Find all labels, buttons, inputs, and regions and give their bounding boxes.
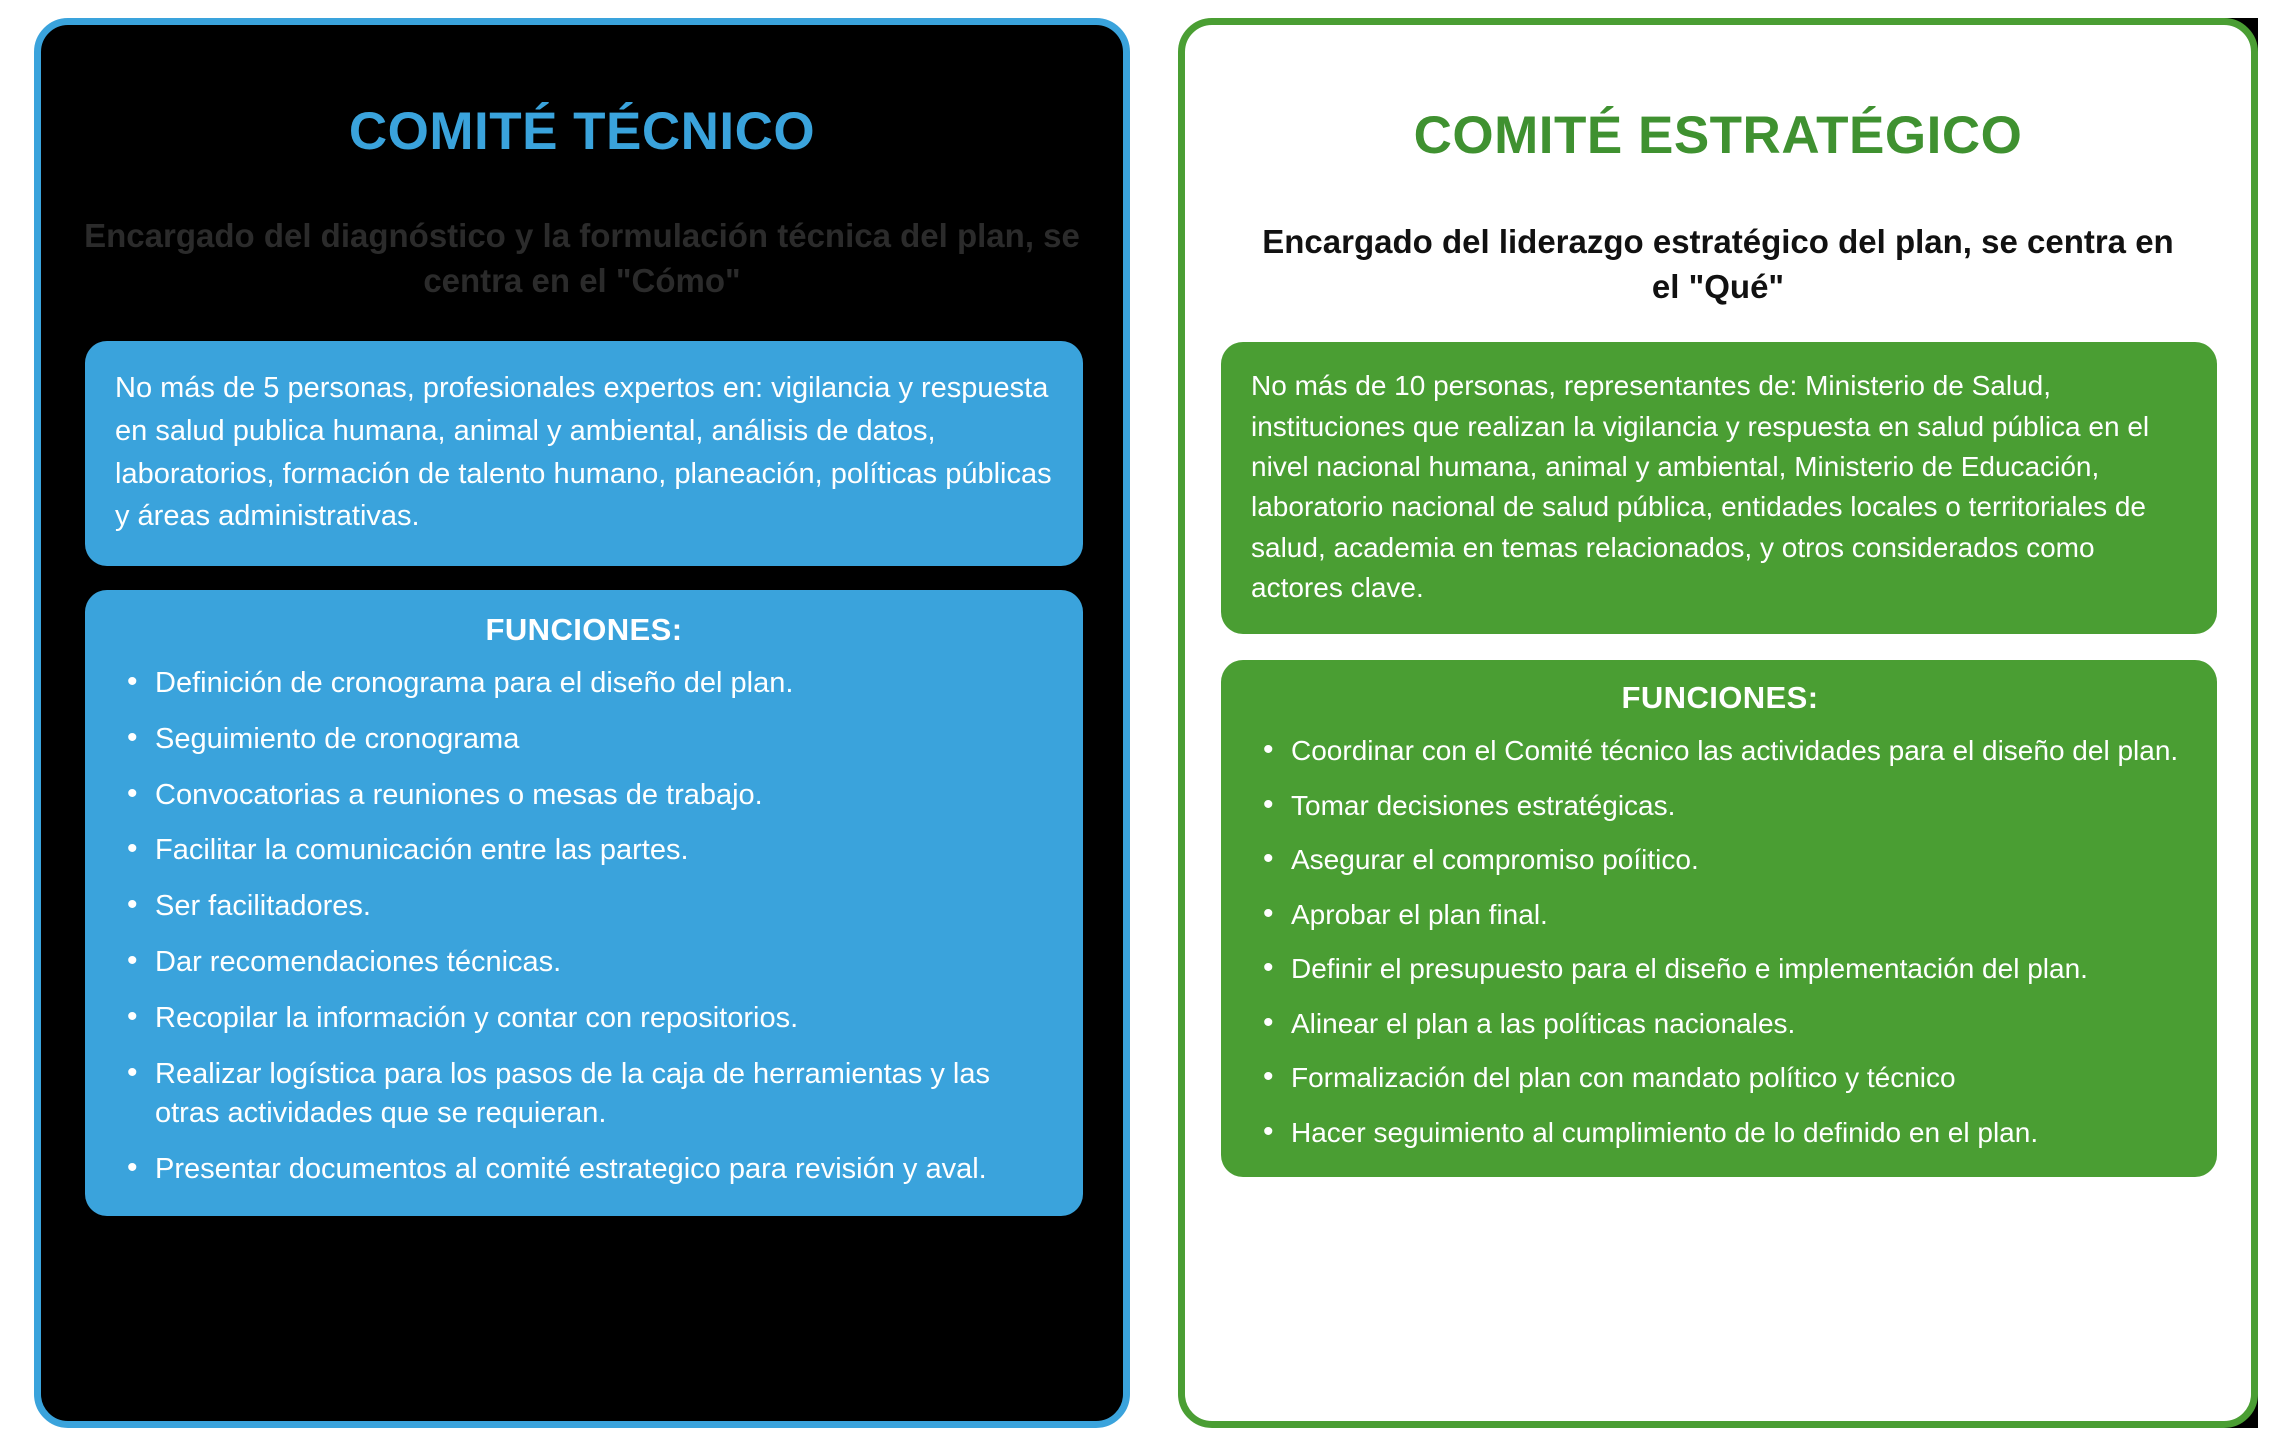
list-item: • Ser facilitadores. — [155, 887, 1057, 926]
panel-subtitle-tecnico: Encargado del diagnóstico y la formulación técnica del plan, se centra en el "Cómo" — [84, 217, 1080, 299]
list-item: • Facilitar la comunicación entre las partes. — [155, 831, 1057, 870]
list-item: • Formalización del plan con mandato político y técnico — [1291, 1059, 2193, 1097]
panel-content-left — [41, 61, 1123, 1429]
functions-heading-estrategico: FUNCIONES: — [1621, 680, 1819, 716]
list-item: • Coordinar con el Comité técnico las actividades para el diseño del plan. — [1291, 732, 2193, 770]
functions-list-estrategico — [1247, 732, 2193, 1151]
list-item: • Alinear el plan a las políticas nacionales. — [1291, 1005, 2193, 1043]
list-item: • Aprobar el plan final. — [1291, 896, 2193, 934]
functions-card-tecnico — [85, 590, 1083, 1217]
panel-comite-estrategico — [1178, 18, 2258, 1428]
list-item: • Asegurar el compromiso poíitico. — [1291, 841, 2193, 879]
list-item: • Definición de cronograma para el diseño del plan. — [155, 664, 1057, 703]
description-card-tecnico — [85, 341, 1083, 566]
list-item: • Hacer seguimiento al cumplimiento de lo definido en el plan. — [1291, 1114, 2193, 1152]
list-item: • Recopilar la información y contar con repositorios. — [155, 999, 1057, 1038]
list-item: • Realizar logística para los pasos de la caja de herramientas y las otras actividades que se requieran. — [155, 1055, 1057, 1133]
list-item: • Presentar documentos al comité estrategico para revisión y aval. — [155, 1150, 1057, 1189]
page-title-estrategico: COMITÉ ESTRATÉGICO — [1413, 105, 2023, 165]
panel-subtitle-estrategico: Encargado del liderazgo estratégico del plan, se centra en el "Qué" — [1262, 223, 2174, 305]
description-card-estrategico — [1221, 342, 2217, 634]
description-text-estrategico: No más de 10 personas, representantes de: Ministerio de Salud, instituciones que realizan la vigilancia y respuesta en salud pública en el nivel nacional humana, animal y ambiental, Ministerio de Educación, laboratorio nacional de salud pública, entidades locales o territoriales de salud, academia en temas relacionados, y otros considerados como actores clave. — [1251, 370, 2150, 603]
page-title-tecnico: COMITÉ TÉCNICO — [348, 101, 816, 161]
list-item: • Seguimiento de cronograma — [155, 720, 1057, 759]
panel-comite-tecnico — [34, 18, 1130, 1428]
list-item: • Definir el presupuesto para el diseño e implementación del plan. — [1291, 950, 2193, 988]
description-text-tecnico: No más de 5 personas, profesionales expertos en: vigilancia y respuesta en salud publica humana, animal y ambiental, análisis de datos, laboratorios, formación de talento humano, planeación, políticas públicas y áreas administrativas. — [115, 372, 1052, 533]
functions-heading-tecnico: FUNCIONES: — [485, 611, 683, 647]
list-item: • Tomar decisiones estratégicas. — [1291, 787, 2193, 825]
panel-content-right — [1185, 61, 2251, 1429]
list-item: • Convocatorias a reuniones o mesas de trabajo. — [155, 776, 1057, 815]
functions-card-estrategico — [1221, 660, 2217, 1177]
list-item: • Dar recomendaciones técnicas. — [155, 943, 1057, 982]
functions-list-tecnico — [111, 664, 1057, 1189]
